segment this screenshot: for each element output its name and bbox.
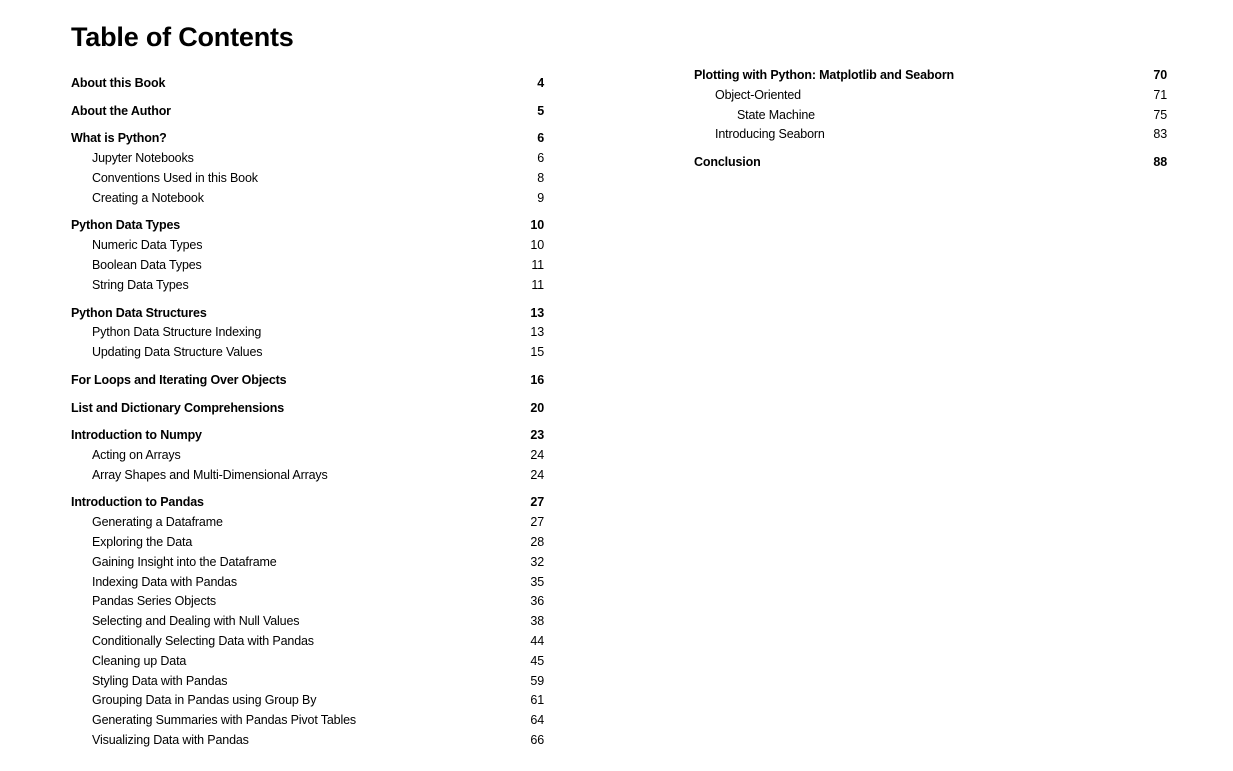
- toc-entry-title: Conditionally Selecting Data with Pandas: [92, 634, 314, 649]
- toc-entry[interactable]: [71, 446, 544, 466]
- toc-entry-title: Acting on Arrays: [92, 447, 181, 462]
- toc-entry-page: 75: [1153, 107, 1167, 122]
- toc-entry-page: 10: [530, 238, 544, 253]
- toc-entry[interactable]: [71, 304, 544, 324]
- toc-entry-page: 38: [530, 614, 544, 629]
- toc-entry-page: 24: [530, 447, 544, 462]
- toc-entry-title: Introducing Seaborn: [715, 127, 825, 142]
- toc-entry-title: Conclusion: [694, 155, 761, 170]
- toc-entry[interactable]: [71, 632, 544, 652]
- toc-entry-title: Plotting with Python: Matplotlib and Seaborn: [694, 68, 955, 82]
- toc-entry-title: Object-Oriented: [715, 87, 801, 102]
- toc-left-column: [71, 74, 544, 751]
- toc-entry-page: 59: [530, 673, 544, 688]
- toc-entry-page: 35: [530, 574, 544, 589]
- toc-entry-title: Introduction to Pandas: [71, 495, 204, 510]
- toc-entry-page: 28: [530, 535, 544, 550]
- toc-entry-page: 4: [537, 76, 544, 90]
- toc-entry-title: Python Data Structure Indexing: [92, 325, 262, 340]
- toc-entry[interactable]: [71, 672, 544, 692]
- toc-entry-page: 15: [530, 345, 544, 360]
- toc-entry[interactable]: [71, 371, 544, 391]
- toc-entry-page: 32: [530, 554, 544, 569]
- toc-entry-title: For Loops and Iterating Over Objects: [71, 372, 287, 387]
- toc-entry-title: What is Python?: [71, 131, 167, 146]
- toc-entry-page: 61: [530, 693, 544, 708]
- toc-entry[interactable]: [71, 169, 544, 189]
- toc-entry-page: 6: [537, 131, 544, 146]
- toc-entry-page: 6: [537, 151, 544, 166]
- toc-entry-title: Visualizing Data with Pandas: [92, 733, 249, 748]
- toc-entry-page: 27: [530, 515, 544, 530]
- toc-entry[interactable]: [71, 216, 544, 236]
- toc-entry-title: Cleaning up Data: [92, 653, 187, 668]
- toc-entry-title: Boolean Data Types: [92, 258, 202, 273]
- toc-entry-title: Array Shapes and Multi-Dimensional Arrays: [92, 467, 328, 482]
- toc-entry[interactable]: [71, 573, 544, 593]
- toc-right-column: [694, 66, 1167, 173]
- toc-entry-title: Creating a Notebook: [92, 190, 204, 205]
- toc-entry[interactable]: [71, 652, 544, 672]
- toc-entry-page: 45: [530, 653, 544, 668]
- toc-entry-page: 27: [530, 495, 544, 510]
- toc-entry[interactable]: [71, 513, 544, 533]
- toc-entry[interactable]: [694, 106, 1167, 126]
- toc-entry-title: Generating a Dataframe: [92, 515, 223, 530]
- toc-entry-page: 20: [530, 400, 544, 415]
- toc-entry[interactable]: [71, 426, 544, 446]
- toc-entry[interactable]: [71, 236, 544, 256]
- toc-entry[interactable]: [71, 256, 544, 276]
- toc-entry[interactable]: [71, 466, 544, 486]
- toc-entry[interactable]: [71, 731, 544, 751]
- toc-entry[interactable]: [71, 612, 544, 632]
- toc-entry-title: State Machine: [737, 107, 815, 122]
- toc-entry[interactable]: [71, 493, 544, 513]
- toc-entry[interactable]: [694, 86, 1167, 106]
- toc-entry-title: Selecting and Dealing with Null Values: [92, 614, 300, 629]
- toc-entry-page: 24: [530, 467, 544, 482]
- toc-entry-title: Generating Summaries with Pandas Pivot Tables: [92, 713, 356, 728]
- toc-entry[interactable]: [71, 323, 544, 343]
- toc-entry-page: 64: [530, 713, 544, 728]
- toc-entry[interactable]: [71, 129, 544, 149]
- toc-entry-title: Updating Data Structure Values: [92, 345, 263, 360]
- toc-entry-page: 11: [531, 258, 544, 273]
- toc-entry-page: 11: [531, 277, 544, 292]
- toc-entry-title: Grouping Data in Pandas using Group By: [92, 693, 317, 708]
- toc-entry-page: 5: [537, 103, 544, 118]
- toc-entry-title: Introduction to Numpy: [71, 428, 202, 443]
- toc-entry-page: 13: [530, 325, 544, 340]
- toc-entry-title: Gaining Insight into the Dataframe: [92, 554, 277, 569]
- toc-entry-page: 8: [537, 170, 544, 185]
- toc-entry[interactable]: [694, 125, 1167, 145]
- toc-entry[interactable]: [694, 153, 1167, 173]
- toc-entry-page: 70: [1153, 68, 1167, 82]
- toc-entry-title: Python Data Types: [71, 218, 181, 233]
- toc-entry[interactable]: [71, 533, 544, 553]
- toc-entry[interactable]: [71, 553, 544, 573]
- toc-entry[interactable]: [71, 343, 544, 363]
- toc-entry-title: About the Author: [71, 103, 171, 118]
- toc-entry-page: 71: [1153, 87, 1167, 102]
- toc-entry[interactable]: [71, 399, 544, 419]
- toc-entry-page: 10: [530, 218, 544, 233]
- toc-entry[interactable]: [71, 74, 544, 94]
- toc-entry-page: 66: [530, 733, 544, 748]
- toc-entry-title: List and Dictionary Comprehensions: [71, 400, 284, 415]
- toc-entry-title: Conventions Used in this Book: [92, 170, 258, 185]
- toc-entry[interactable]: [71, 592, 544, 612]
- toc-entry-page: 13: [530, 305, 544, 320]
- toc-entry-title: Indexing Data with Pandas: [92, 574, 237, 589]
- toc-entry-title: Exploring the Data: [92, 535, 193, 550]
- toc-entry-title: Python Data Structures: [71, 305, 207, 320]
- toc-entry-page: 23: [530, 428, 544, 443]
- toc-entry-page: 88: [1153, 155, 1167, 170]
- toc-entry-title: Numeric Data Types: [92, 238, 203, 253]
- toc-entry-page: 36: [530, 594, 544, 609]
- toc-entry-title: Pandas Series Objects: [92, 594, 216, 609]
- toc-entry-title: String Data Types: [92, 277, 189, 292]
- page-title: Table of Contents: [71, 22, 294, 52]
- toc-entry-page: 44: [530, 634, 544, 649]
- toc-entry-page: 83: [1153, 127, 1167, 142]
- toc-entry-page: 16: [530, 372, 544, 387]
- toc-entry[interactable]: [694, 66, 1167, 86]
- toc-entry[interactable]: [71, 276, 544, 296]
- toc-entry[interactable]: [71, 691, 544, 711]
- toc-entry-title: Jupyter Notebooks: [92, 151, 194, 166]
- toc-entry[interactable]: [71, 711, 544, 731]
- toc-entry-page: 9: [537, 190, 544, 205]
- toc-entry[interactable]: [71, 189, 544, 209]
- toc-entry[interactable]: [71, 149, 544, 169]
- toc-entry-title: About this Book: [71, 76, 166, 90]
- toc-entry-title: Styling Data with Pandas: [92, 673, 228, 688]
- toc-entry[interactable]: [71, 102, 544, 122]
